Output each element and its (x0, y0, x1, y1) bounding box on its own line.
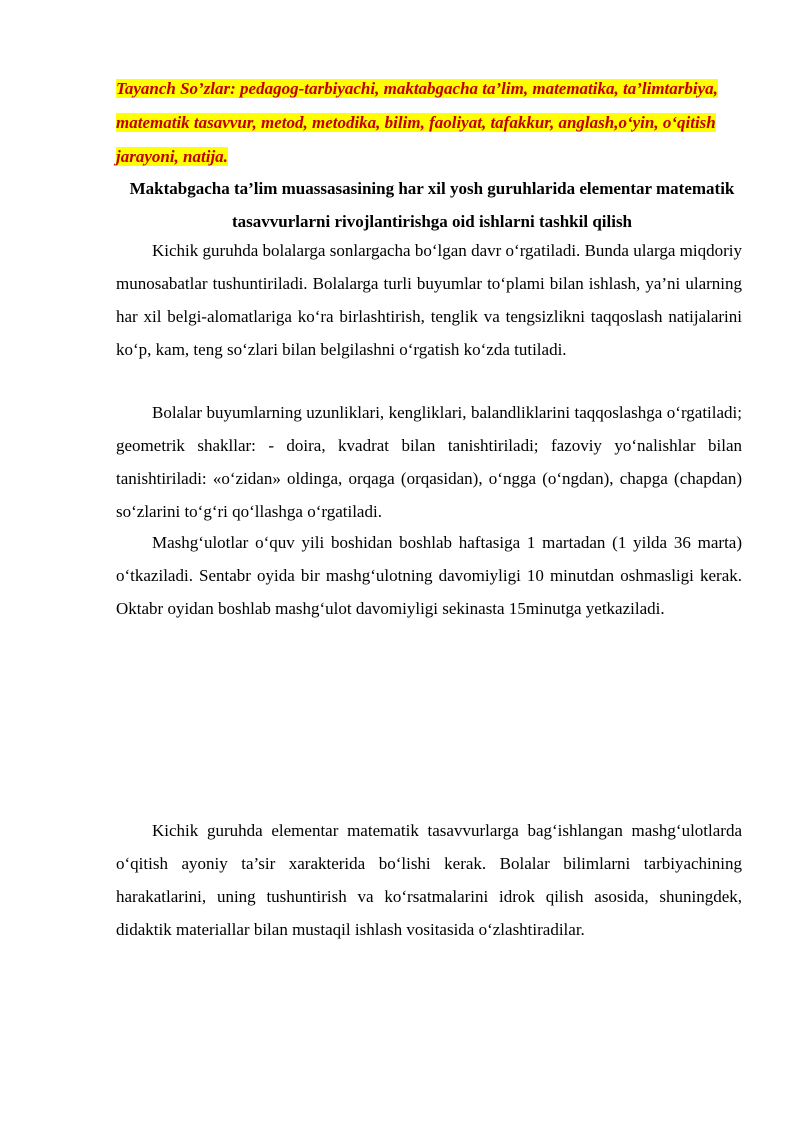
body-paragraph-3: Mashg‘ulotlar o‘quv yili boshidan boshlab haftasiga 1 martadan (1 yilda 36 marta) o‘tkaziladi. Sentabr oyida bir mashg‘ulotning davomiyligi 10 minutdan oshmasligi kerak. Oktabr oyidan boshlab mashg‘ulot davomiyligi sekinasta 15minutga yetkaziladi. (116, 533, 742, 618)
body-paragraph-4: Kichik guruhda elementar matematik tasavvurlarga bag‘ishlangan mashg‘ulotlarda o‘qitish ayoniy ta’sir xarakterida bo‘lishi kerak. Bolalar bilimlarni tarbiyachining harakatlarini, uning tushuntirish va ko‘rsatmalarini idrok qilish asosida, shuningdek, didaktik materiallar bilan mustaqil ishlash vositasida o‘zlashtiradilar. (116, 821, 742, 939)
section-title: Maktabgacha ta’lim muassasasining har xil yosh guruhlarida elementar matematik tasavvurlarni rivojlantirishga oid ishlarni tashkil qilish (129, 179, 735, 231)
body-paragraph-1: Kichik guruhda bolalarga sonlargacha bo‘lgan davr o‘rgatiladi. Bunda ularga miqdoriy munosabatlar tushuntiriladi. Bolalarga turli buyumlar to‘plami bilan ishlash, ya’ni ularning har xil belgi-alomatlariga ko‘ra birlashtirish, tenglik va tengsizlikni taqqoslash natijalarini ko‘p, kam, teng so‘zlari bilan belgilashni o‘rgatish ko‘zda tutiladi. (116, 241, 742, 359)
body-paragraph-2: Bolalar buyumlarning uzunliklari, kengliklari, balandliklarini taqqoslashga o‘rgatiladi; geometrik shakllar: - doira, kvadrat bilan tanishtiriladi; fazoviy yo‘nalishlar bilan tanishtiriladi: «o‘zidan» oldinga, orqaga (orqasidan), o‘ngga (o‘ngdan), chapga (chapdan) so‘zlarini to‘g‘ri qo‘llashga o‘rgatiladi. (116, 403, 742, 521)
keywords-paragraph (116, 72, 748, 174)
keywords-text: Tayanch So’zlar: pedagog-tarbiyachi, maktabgacha ta’lim, matematika, ta’limtarbiya, matematik tasavvur, metod, metodika, bilim, faoliyat, tafakkur, anglash,o‘yin, o‘qitish jarayoni, natija. (116, 79, 718, 166)
